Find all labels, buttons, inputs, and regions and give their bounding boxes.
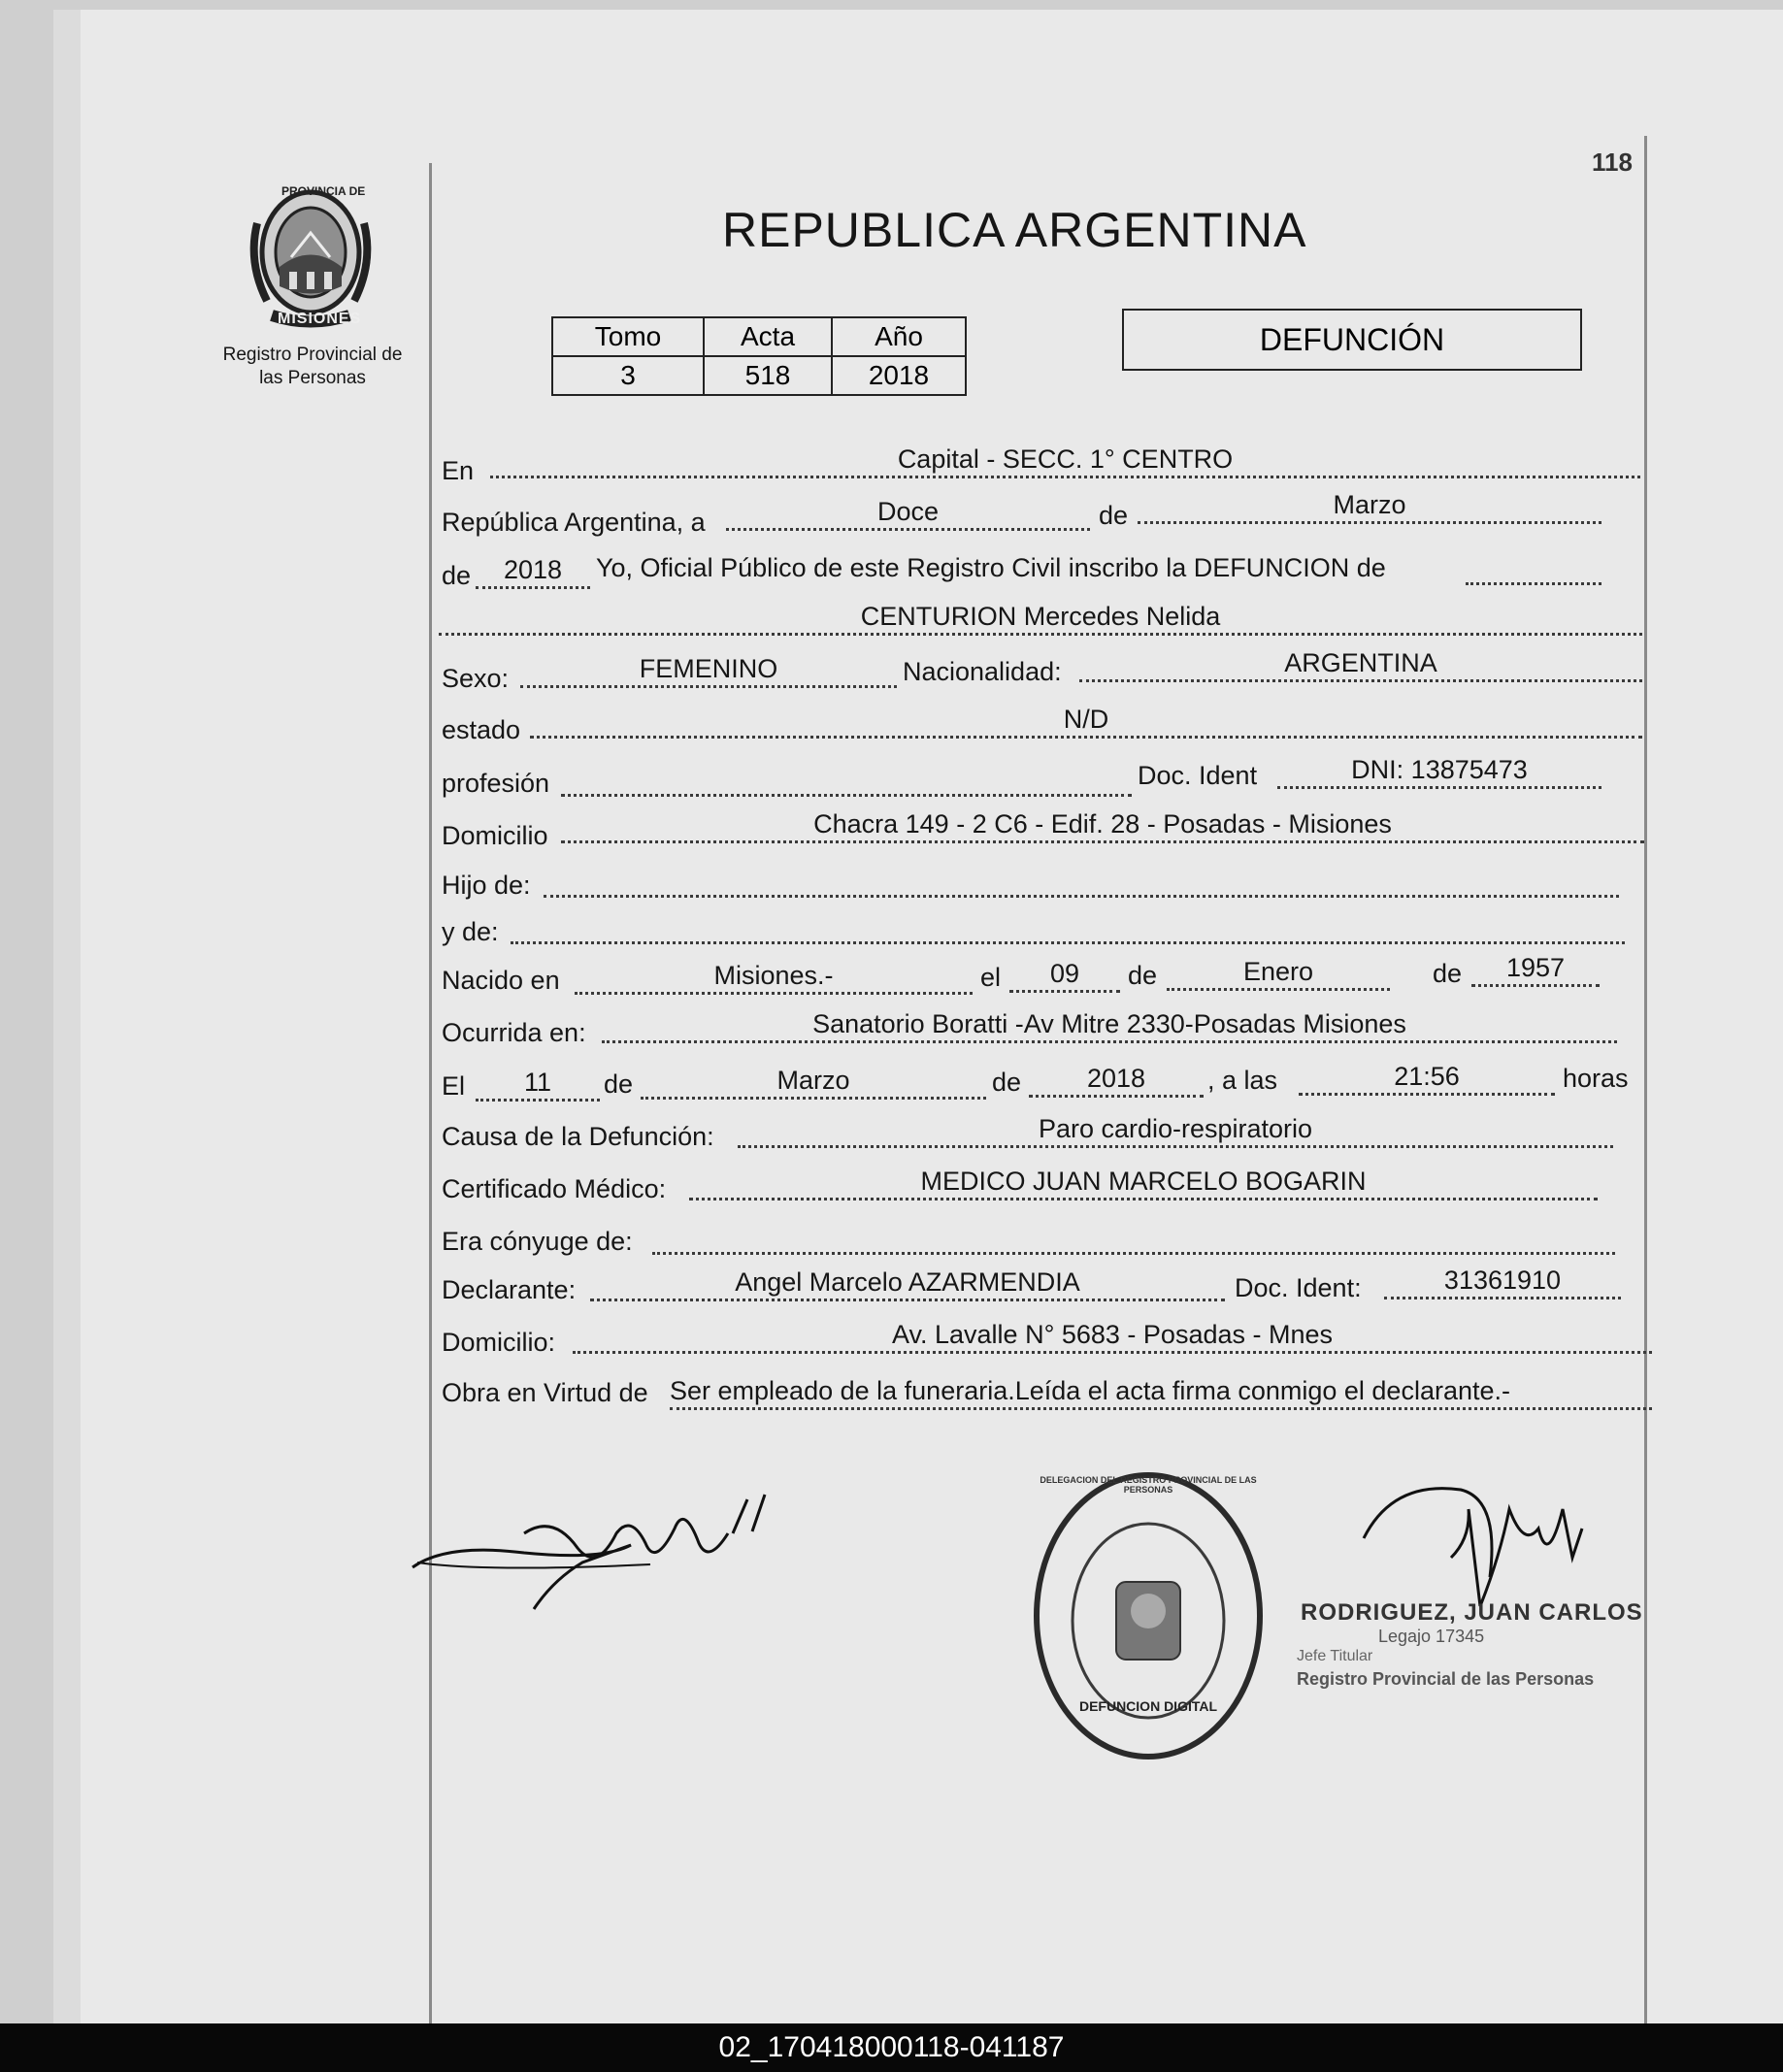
field-nacido-mes: Enero xyxy=(1167,957,1390,991)
label-nacido-en: Nacido en xyxy=(442,966,560,995)
label-el-nacido: el xyxy=(980,963,1002,992)
field-declarante-domicilio: Av. Lavalle N° 5683 - Posadas - Mnes xyxy=(573,1320,1652,1354)
official-stamp xyxy=(1027,1465,1270,1766)
official-name: RODRIGUEZ, JUAN CARLOS xyxy=(1301,1599,1643,1626)
field-dia: Doce xyxy=(726,497,1090,531)
field-lugar: Capital - SECC. 1° CENTRO xyxy=(490,444,1640,478)
left-margin-rule xyxy=(429,163,432,2023)
label-de-muerte-2: de xyxy=(992,1068,1022,1097)
register-anio: 2018 xyxy=(832,356,966,395)
file-id: 02_170418000118-041187 xyxy=(718,2031,1065,2063)
label-ocurrida-en: Ocurrida en: xyxy=(442,1018,586,1047)
field-nacido-dia: 09 xyxy=(1009,959,1120,993)
field-nacido-lugar: Misiones.- xyxy=(575,961,973,995)
register-header-anio: Año xyxy=(832,317,966,356)
label-estado: estado xyxy=(442,715,521,744)
document-type-box xyxy=(1122,309,1582,371)
field-hijo-de xyxy=(544,864,1619,898)
field-estado: N/D xyxy=(530,705,1642,739)
label-obra: Obra en Virtud de xyxy=(442,1378,648,1407)
field-sexo: FEMENINO xyxy=(520,654,897,688)
register-header-acta: Acta xyxy=(704,317,832,356)
field-ocurrida: Sanatorio Boratti -Av Mitre 2330-Posadas Misiones xyxy=(602,1009,1617,1043)
label-de-2: de xyxy=(442,561,472,590)
field-muerte-anio: 2018 xyxy=(1029,1064,1204,1098)
register-header-row xyxy=(552,317,966,356)
registry-label: Registro Provincial de las Personas xyxy=(222,345,403,388)
label-causa: Causa de la Defunción: xyxy=(442,1122,714,1151)
official-stamp-icon xyxy=(1027,1465,1270,1766)
province-seal-icon xyxy=(243,175,379,330)
province-seal xyxy=(243,175,379,330)
official-signature-icon xyxy=(1354,1470,1606,1616)
label-nacionalidad: Nacionalidad: xyxy=(903,657,1062,686)
field-declarante-doc: 31361910 xyxy=(1384,1266,1621,1299)
label-de-nacido-1: de xyxy=(1128,961,1158,990)
register-value-row xyxy=(552,356,966,395)
field-profesion xyxy=(561,763,1132,797)
label-declarante: Declarante: xyxy=(442,1275,577,1304)
file-id-bar xyxy=(0,2023,1783,2072)
label-en: En xyxy=(442,456,475,485)
label-sexo: Sexo: xyxy=(442,664,510,693)
stamp-inner-text: DEFUNCION DIGITAL xyxy=(1078,1698,1218,1714)
label-domicilio: Domicilio xyxy=(442,821,548,850)
document-type: DEFUNCIÓN xyxy=(1259,322,1445,357)
label-de-muerte-1: de xyxy=(604,1069,634,1099)
field-muerte-mes: Marzo xyxy=(641,1066,986,1100)
register-header-tomo: Tomo xyxy=(552,317,704,356)
label-domicilio-declarante: Domicilio: xyxy=(442,1328,556,1357)
page-title: REPUBLICA ARGENTINA xyxy=(722,203,1307,257)
label-yo: Yo, Oficial Público de este Registro Civil inscribo la DEFUNCION de xyxy=(596,553,1386,582)
field-nacionalidad: ARGENTINA xyxy=(1079,648,1642,682)
field-obra: Ser empleado de la funeraria.Leída el acta firma conmigo el declarante.- xyxy=(670,1376,1652,1410)
official-role: Jefe Titular xyxy=(1297,1648,1373,1664)
register-table xyxy=(551,316,967,396)
register-acta: 518 xyxy=(704,356,832,395)
field-nombre: CENTURION Mercedes Nelida xyxy=(439,602,1642,636)
label-profesion: profesión xyxy=(442,769,550,798)
label-horas: horas xyxy=(1563,1064,1629,1093)
field-mes: Marzo xyxy=(1138,490,1601,524)
seal-top-text: PROVINCIA DE xyxy=(281,184,366,198)
field-declarante: Angel Marcelo AZARMENDIA xyxy=(590,1267,1225,1301)
field-doc-ident: DNI: 13875473 xyxy=(1277,755,1601,789)
declarant-signature-icon xyxy=(408,1475,796,1621)
field-nacido-anio: 1957 xyxy=(1471,953,1600,987)
field-anio: 2018 xyxy=(476,555,590,589)
field-muerte-hora: 21:56 xyxy=(1299,1062,1555,1096)
register-tomo: 3 xyxy=(552,356,704,395)
label-hijo-de: Hijo de: xyxy=(442,871,531,900)
page-number: 118 xyxy=(1592,148,1633,177)
label-doc-ident: Doc. Ident xyxy=(1138,761,1258,790)
field-yo-rest xyxy=(1466,551,1601,585)
right-margin-rule xyxy=(1644,136,1647,2023)
label-de-1: de xyxy=(1099,501,1129,530)
official-legajo: Legajo 17345 xyxy=(1378,1627,1485,1646)
field-conyuge xyxy=(652,1221,1615,1255)
label-el: El xyxy=(442,1071,466,1101)
field-causa: Paro cardio-respiratorio xyxy=(738,1114,1613,1148)
official-signature xyxy=(1354,1470,1606,1616)
label-declarante-doc: Doc. Ident: xyxy=(1235,1273,1362,1302)
field-y-de xyxy=(511,910,1625,944)
label-certificado: Certificado Médico: xyxy=(442,1174,667,1203)
label-republica: República Argentina, a xyxy=(442,508,706,537)
seal-bottom-text: MISIONES xyxy=(278,311,362,327)
label-conyuge: Era cónyuge de: xyxy=(442,1227,633,1256)
field-muerte-dia: 11 xyxy=(476,1068,600,1102)
label-y-de: y de: xyxy=(442,917,499,946)
official-office: Registro Provincial de las Personas xyxy=(1297,1669,1595,1689)
field-domicilio: Chacra 149 - 2 C6 - Edif. 28 - Posadas - Misiones xyxy=(561,809,1644,843)
stamp-ring-text: DELEGACION DEL REGISTRO PROVINCIAL DE LAS PERSONAS xyxy=(1040,1475,1257,1495)
label-de-nacido-2: de xyxy=(1433,959,1463,988)
label-a-las: , a las xyxy=(1207,1066,1278,1095)
declarant-signature xyxy=(408,1475,796,1621)
field-certificado: MEDICO JUAN MARCELO BOGARIN xyxy=(689,1167,1598,1200)
